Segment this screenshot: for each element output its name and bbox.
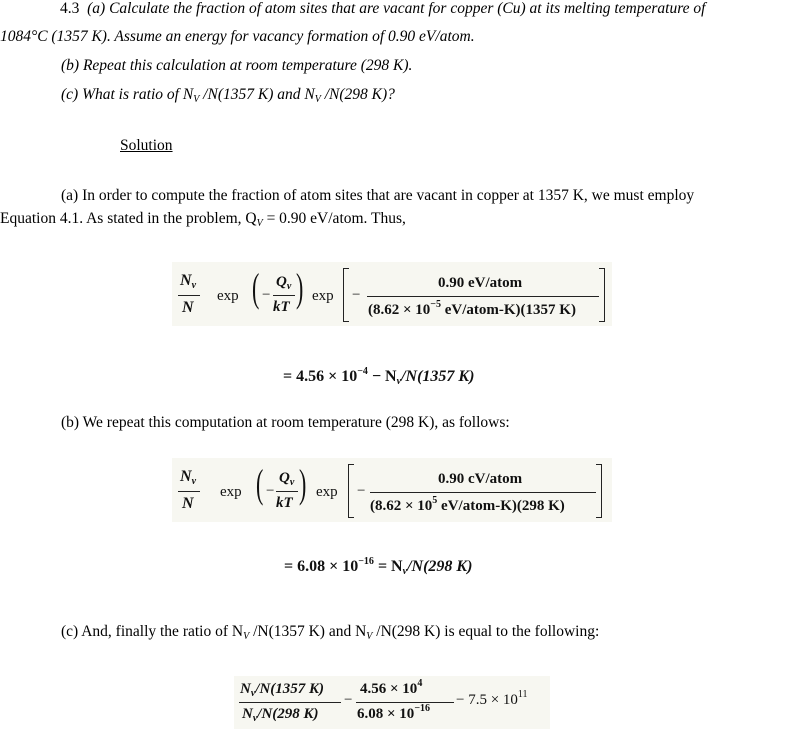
eq2-q: $Q_v$: [279, 470, 295, 488]
eq1-q: $Q_v$: [276, 274, 292, 292]
eq3-left-num: $N_v/N(1357$ K): [240, 681, 325, 699]
eq3-left-den: $N_v/N(298$ K): [242, 706, 319, 724]
eq1-exp2: exp: [312, 288, 334, 304]
eq1-lhs-num: $N_v$: [180, 272, 197, 291]
problem-b: (b) Repeat this calculation at room temperature (298 K).: [61, 57, 413, 74]
equation-3: $N_v/N(1357$ K) $N_v/N(298$ K) − $4.56 \times 10^4$ $6.08 \times 10^{-16}$ − $7.5 \times 10^{11}$: [234, 676, 550, 729]
problem-a-line1: 4.3 (a) Calculate the fraction of atom sites that are vacant for copper (Cu) at its melting temperature of: [60, 0, 706, 17]
eq2-lhs-den: N: [182, 495, 194, 512]
eq2-exp2: exp: [316, 484, 338, 500]
eq2-result: = $6.08 \times 10^{-16} = N_v/N(298$ K): [284, 556, 473, 577]
problem-c: (c) What is ratio of $N_V$ /N(1357 K) and $N_V$ /N(298 K)?: [61, 86, 395, 105]
solution-a-line1: (a) In order to compute the fraction of atom sites that are vacant in copper at 1357 K, we must employ: [61, 187, 695, 204]
equation-1: $N_v$ N exp ( − $Q_v$ kT ) exp − 0.90 eV/atom ($8.62 \times 10^{-5}$ eV/atom-K)(1357 K): [172, 262, 612, 326]
eq3-mid-num: $4.56 \times 10^4$: [360, 678, 423, 697]
eq1-denominator: ($8.62 \times 10^{-5}$ eV/atom-K)(1357 K): [368, 299, 576, 318]
solution-a-line2: Equation 4.1. As stated in the problem, $Q_V = 0.90$ eV/atom. Thus,: [0, 210, 406, 229]
solution-c: (c) And, finally the ratio of $N_V$ /N(1357 K) and $N_V$ /N(298 K) is equal to the following:: [61, 623, 600, 642]
eq2-exp1: exp: [220, 484, 242, 500]
eq1-kt: kT: [273, 299, 290, 315]
eq2-denominator: ($8.62 \times 10^5$ eV/atom-K)(298 K): [370, 495, 565, 514]
eq3-mid-den: $6.08 \times 10^{-16}$: [357, 703, 431, 722]
eq1-lhs-den: N: [182, 299, 194, 316]
eq1-result: = $4.56 \times 10^{-4} - N_v/N(1357$ K): [283, 366, 475, 387]
eq1-numerator: 0.90 eV/atom: [438, 275, 523, 291]
problem-a-line2: 1084°C (1357 K). Assume an energy for vacancy formation of 0.90 eV/atom.: [0, 28, 475, 45]
solution-heading: Solution: [120, 137, 173, 154]
solution-b: (b) We repeat this computation at room temperature (298 K), as follows:: [61, 414, 510, 431]
eq2-lhs-num: $N_v$: [180, 468, 197, 487]
equation-2: $N_v$ N exp ( − $Q_v$ kT ) exp − 0.90 cV/atom ($8.62 \times 10^5$ eV/atom-K)(298 K): [172, 458, 612, 522]
eq3-result: − $7.5 \times 10^{11}$: [456, 689, 528, 708]
eq1-exp1: exp: [217, 288, 239, 304]
eq2-numerator: 0.90 cV/atom: [438, 471, 523, 487]
eq2-kt: kT: [276, 495, 293, 511]
